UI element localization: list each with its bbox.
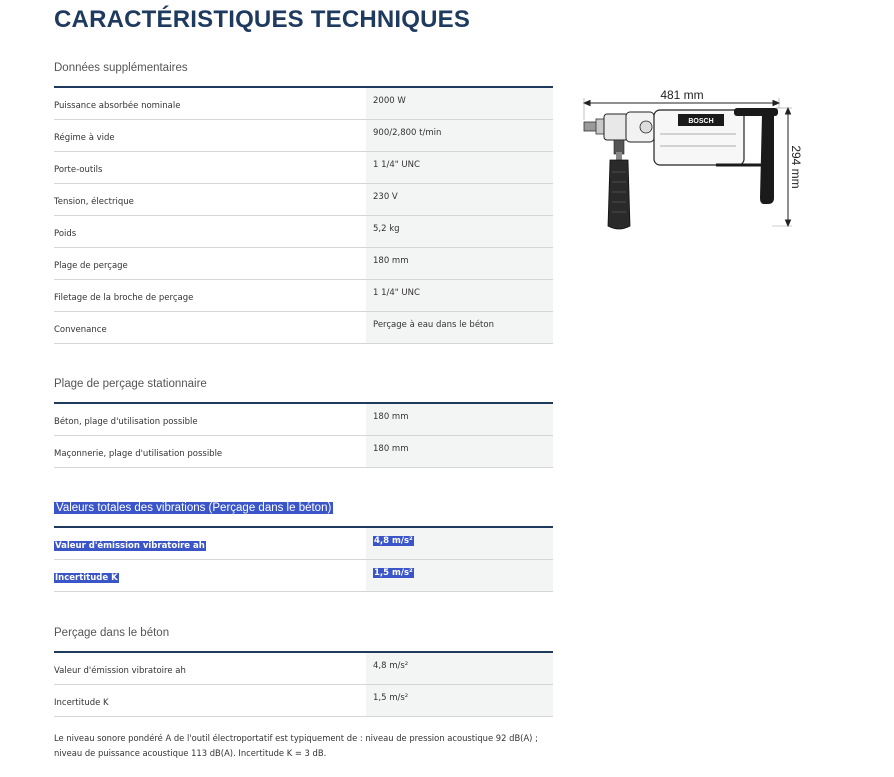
table-row	[54, 184, 553, 216]
row-label: Incertitude K	[54, 698, 109, 708]
section-title: Perçage dans le béton	[54, 627, 170, 639]
section-valeurs-vibrations	[54, 498, 553, 592]
section-title	[54, 498, 553, 518]
table-row	[54, 120, 553, 152]
brand-label: BOSCH	[688, 118, 714, 125]
table-row	[54, 436, 553, 468]
row-value: 1 1/4" UNC	[366, 152, 553, 183]
row-value: 4,8 m/s²	[366, 653, 553, 684]
spec-table	[54, 86, 553, 344]
selected-text: 4,8 m/s²	[374, 536, 413, 546]
row-value: 900/2,800 t/min	[366, 120, 553, 151]
table-row	[54, 653, 553, 685]
table-row	[54, 280, 553, 312]
row-label: Valeur d'émission vibratoire ah	[54, 666, 186, 676]
row-label: Poids	[54, 229, 77, 239]
row-value: 1 1/4" UNC	[366, 280, 553, 311]
table-row	[54, 88, 553, 120]
row-value: 180 mm	[366, 404, 553, 435]
row-value: 1,5 m/s²	[366, 685, 553, 716]
row-value: 2000 W	[366, 88, 553, 119]
spec-table	[54, 526, 553, 592]
table-row	[54, 404, 553, 436]
table-row	[54, 152, 553, 184]
row-value: 230 V	[366, 184, 553, 215]
selected-text: Incertitude K	[55, 573, 118, 583]
table-row	[54, 528, 553, 560]
section-title: Données supplémentaires	[54, 62, 188, 74]
row-label: Régime à vide	[54, 133, 115, 143]
section-percage-beton	[54, 623, 553, 717]
row-label: Convenance	[54, 325, 107, 335]
drill-icon	[584, 108, 778, 229]
width-label: 481 mm	[660, 88, 704, 102]
height-dimension	[772, 108, 792, 226]
table-row	[54, 685, 553, 717]
section-donnees-supplementaires	[54, 58, 553, 344]
spec-table	[54, 651, 553, 717]
table-row	[54, 312, 553, 344]
section-title: Plage de perçage stationnaire	[54, 378, 207, 390]
row-label: Béton, plage d'utilisation possible	[54, 417, 198, 427]
section-plage-percage-stationnaire	[54, 374, 553, 468]
row-value	[366, 528, 553, 559]
row-label	[54, 560, 366, 591]
selected-text: Valeur d'émission vibratoire ah	[55, 541, 205, 551]
table-row	[54, 248, 553, 280]
spec-table	[54, 402, 553, 468]
row-value: 5,2 kg	[366, 216, 553, 247]
height-label: 294 mm	[789, 145, 803, 189]
drill-dimension-diagram	[576, 86, 806, 236]
row-label	[54, 528, 366, 559]
row-label: Plage de perçage	[54, 261, 128, 271]
page-title: CARACTÉRISTIQUES TECHNIQUES	[54, 6, 471, 33]
row-label: Maçonnerie, plage d'utilisation possible	[54, 449, 223, 459]
row-label: Filetage de la broche de perçage	[54, 293, 194, 303]
selected-text: 1,5 m/s²	[374, 568, 413, 578]
row-value: 180 mm	[366, 436, 553, 467]
acoustic-note: Le niveau sonore pondéré A de l'outil électroportatif est typiquement de : niveau de pression acoustique 92 dB(A) ; niveau de puissance acoustique 113 dB(A). Incertitude K = 3 dB.	[54, 733, 538, 758]
row-label: Puissance absorbée nominale	[54, 101, 181, 111]
row-value	[366, 560, 553, 591]
selected-text: Valeurs totales des vibrations (Perçage dans le béton)	[56, 502, 332, 514]
table-row	[54, 216, 553, 248]
row-label: Porte-outils	[54, 165, 103, 175]
row-value: Perçage à eau dans le béton	[366, 312, 553, 343]
row-label: Tension, électrique	[54, 197, 134, 207]
row-value: 180 mm	[366, 248, 553, 279]
table-row	[54, 560, 553, 592]
